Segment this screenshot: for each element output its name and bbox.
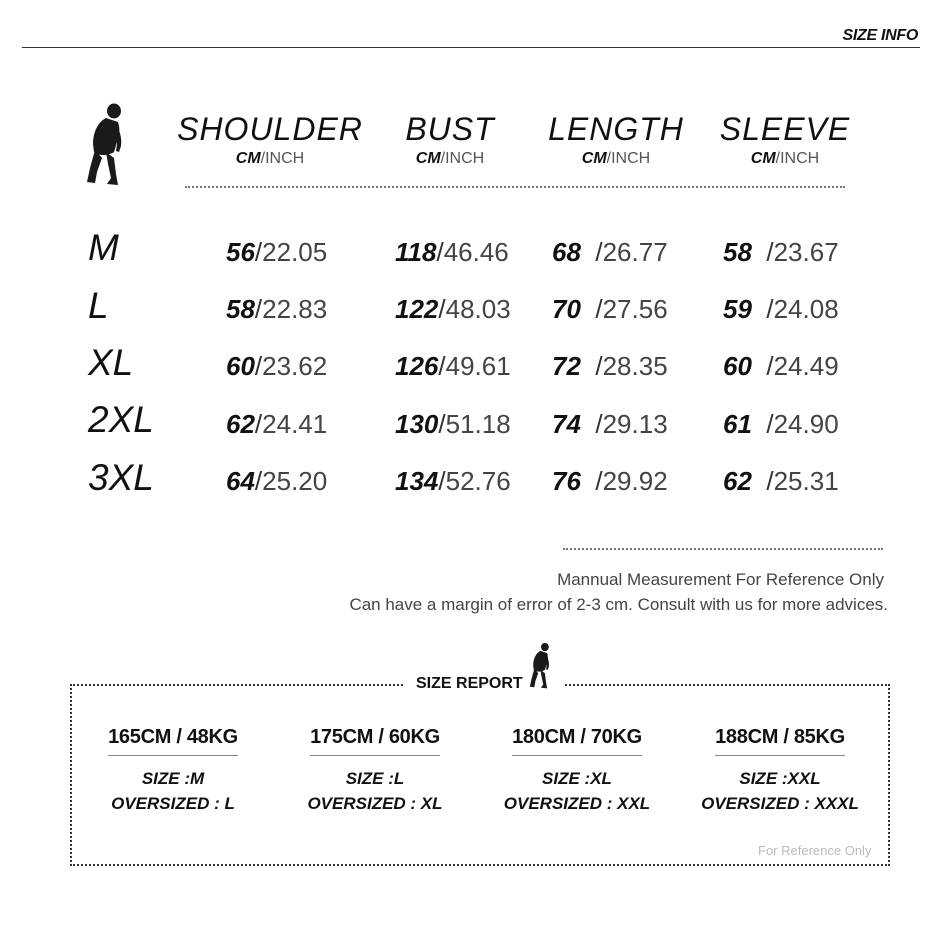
cell-xl-shoulder: 60/23.62: [226, 351, 328, 381]
column-header-shoulder: [170, 110, 370, 168]
size-report-title: SIZE REPORT: [416, 675, 523, 692]
cell-xl-sleeve: 60 /24.49: [723, 351, 839, 381]
column-header-sleeve: [685, 110, 885, 168]
height-weight: 180CM / 70KG: [512, 726, 642, 748]
oversized-size: OVERSIZED : XL: [307, 794, 443, 813]
size-label-3xl: 3XL: [88, 457, 154, 498]
column-unit: CM/INCH: [235, 150, 305, 167]
report-item-188: [680, 726, 880, 816]
report-item-165: [73, 726, 273, 816]
walking-person-icon: [84, 102, 130, 188]
cell-3xl-length: 76 /29.92: [552, 466, 668, 496]
cell-m-bust: 118/46.46: [395, 237, 509, 267]
cell-l-bust: 122/48.03: [395, 294, 511, 324]
report-underline: [715, 755, 845, 756]
column-title: LENGTH: [548, 111, 684, 147]
cell-3xl-sleeve: 62 /25.31: [723, 466, 839, 496]
notes-dotted-divider: [563, 548, 883, 550]
size-label-2xl: 2XL: [88, 399, 154, 440]
cell-m-sleeve: 58 /23.67: [723, 237, 839, 267]
error-margin-note: Can have a margin of error of 2-3 cm. Consult with us for more advices.: [349, 595, 888, 614]
oversized-size: OVERSIZED : XXXL: [701, 794, 859, 813]
cell-xl-length: 72 /28.35: [552, 351, 668, 381]
report-item-175: [275, 726, 475, 816]
header-divider: [22, 47, 920, 48]
column-unit: CM/INCH: [750, 150, 820, 167]
recommended-size: SIZE :XL: [542, 769, 612, 788]
report-underline: [310, 755, 440, 756]
recommended-size: SIZE :L: [345, 769, 405, 788]
cell-2xl-shoulder: 62/24.41: [226, 409, 328, 439]
cell-3xl-bust: 134/52.76: [395, 466, 511, 496]
recommended-size: SIZE :XXL: [739, 769, 821, 788]
column-unit: CM/INCH: [415, 150, 485, 167]
column-title: SHOULDER: [177, 111, 363, 147]
cell-3xl-shoulder: 64/25.20: [226, 466, 328, 496]
cell-m-length: 68 /26.77: [552, 237, 668, 267]
column-unit: CM/INCH: [581, 150, 651, 167]
size-label-xl: XL: [88, 342, 134, 383]
size-label-m: M: [88, 227, 119, 268]
size-label-l: L: [88, 285, 109, 326]
cell-l-sleeve: 59 /24.08: [723, 294, 839, 324]
measurement-note: Mannual Measurement For Reference Only: [557, 570, 884, 589]
size-info-title: SIZE INFO: [842, 27, 918, 44]
cell-l-length: 70 /27.56: [552, 294, 668, 324]
header-dotted-divider: [185, 186, 845, 188]
oversized-size: OVERSIZED : XXL: [503, 794, 651, 813]
column-title: SLEEVE: [719, 111, 851, 147]
report-underline: [108, 755, 238, 756]
recommended-size: SIZE :M: [141, 769, 205, 788]
cell-2xl-bust: 130/51.18: [395, 409, 511, 439]
oversized-size: OVERSIZED : L: [111, 794, 235, 813]
height-weight: 188CM / 85KG: [715, 726, 845, 748]
cell-2xl-length: 74 /29.13: [552, 409, 668, 439]
reference-only-footnote: For Reference Only: [758, 843, 872, 858]
height-weight: 165CM / 48KG: [108, 726, 238, 748]
cell-l-shoulder: 58/22.83: [226, 294, 328, 324]
report-underline: [512, 755, 642, 756]
cell-xl-bust: 126/49.61: [395, 351, 511, 381]
column-title: BUST: [405, 111, 495, 147]
height-weight: 175CM / 60KG: [310, 726, 440, 748]
report-item-180: [477, 726, 677, 816]
cell-2xl-sleeve: 61 /24.90: [723, 409, 839, 439]
walking-person-small-icon: [528, 642, 554, 690]
cell-m-shoulder: 56/22.05: [226, 237, 328, 267]
